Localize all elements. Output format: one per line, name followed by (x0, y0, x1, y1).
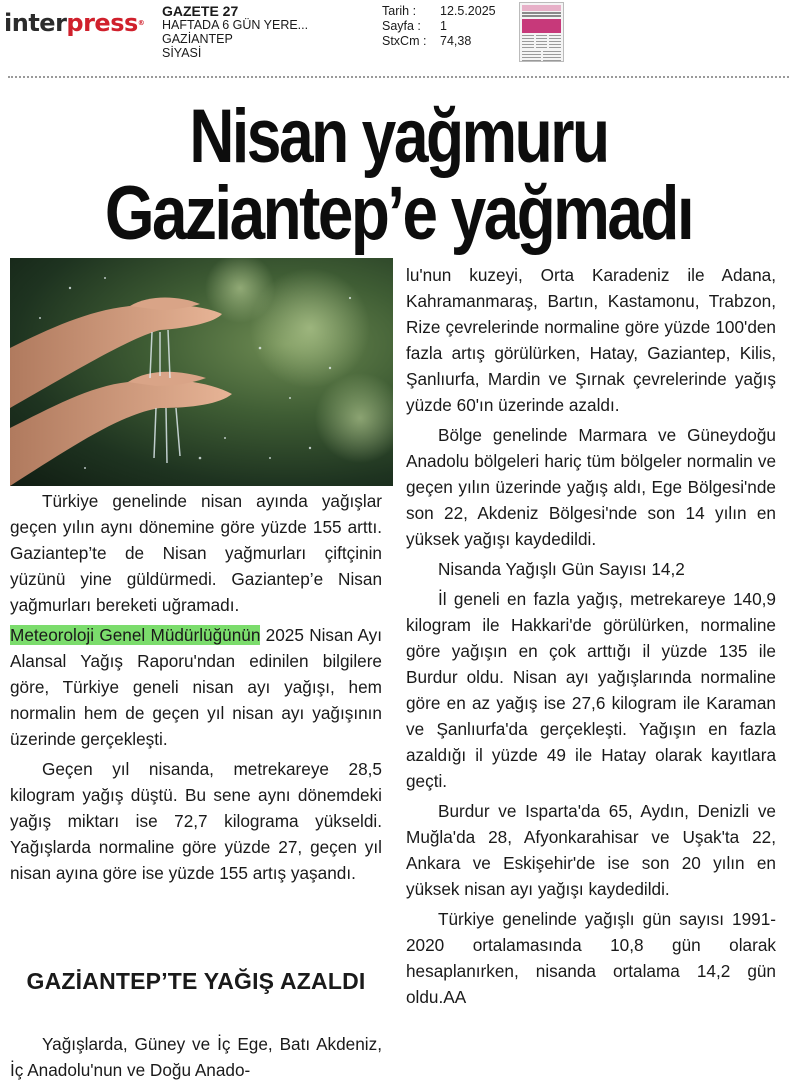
logo-text-press: press (66, 9, 138, 37)
page-thumbnail[interactable] (519, 2, 564, 62)
paragraph: Bölge genelinde Marmara ve Güneydoğu Anadolu bölgeleri hariç tüm bölgeler normalin ve geçen yılın üzerinde yağış aldı, Ege Bölgesi'nde son 22, Akdeniz Bölgesi'nde son 14 yılın en yüksek yağışı kaydedildi. (406, 425, 776, 549)
publication-name: GAZETE 27 (162, 3, 239, 19)
rain-hands-photo (10, 258, 393, 486)
interpress-logo (4, 8, 144, 38)
paragraph: Geçen yıl nisanda, metrekareye 28,5 kilogram yağış düştü. Bu sene aynı dönemdeki yağış miktarı ise 72,7 kilograma yükseldi. Yağışlarda normaline göre yüzde 27, geçen yıl nisan ayına göre ise yüzde 155 artış yaşandı. (10, 759, 382, 883)
paragraph: Türkiye genelinde yağışlı gün sayısı 1991-2020 ortalamasında 10,8 gün olarak hesaplanırken, nisanda ortalama 14,2 gün oldu.AA (406, 909, 776, 1007)
paragraph: Yağışlarda, Güney ve İç Ege, Batı Akdeniz, İç Anadolu'nun ve Doğu Anado- (10, 1034, 382, 1080)
date-label: Tarih : (382, 4, 417, 18)
paragraph: Burdur ve Isparta'da 65, Aydın, Denizli ve Muğla'da 28, Afyonkarahisar ve Uşak'ta 22, Ankara ve Eskişehir'de ise son 20 yılın en yüksek nisan ayı yağışı kaydedildi. (406, 801, 776, 899)
clipping-details (382, 4, 512, 49)
paragraph: İl geneli en fazla yağış, metrekareye 140,9 kilogram ile Hakkari'de görülürken, normaline göre yağışın en çok arttığı il yüzde 135 ile Burdur oldu. Nisan ayı yağışlarında normaline göre en az yağış ise 27,6 kilogram ile Karaman ve Şanlıurfa'da gerçekleşti. Yağışın en fazla azaldığı il yüzde 49 ile Hatay olarak kayıtlara geçti. (406, 589, 776, 791)
date-row (382, 4, 512, 19)
headline-line-1: Nisan yağmuru (189, 94, 608, 179)
header-divider (8, 76, 789, 78)
page-row (382, 19, 512, 34)
date-value: 12.5.2025 (440, 4, 496, 18)
headline-line-2: Gaziantep’e yağmadı (104, 171, 693, 256)
stxcm-row (382, 34, 512, 49)
paragraph (10, 622, 382, 752)
article-right-column (406, 262, 776, 1010)
stxcm-label: StxCm : (382, 34, 427, 48)
paragraph-text: 2025 Nisan Ayı Alansal Yağış Raporu'ndan edinilen bilgilere göre, Türkiye geneli nisan ayı yağışı, hem normalin hem de geçen yıl nisan ayı yağışının üzerinde gerçekleşti. (10, 625, 382, 749)
highlighted-text: Meteoroloji Genel Müdürlüğünün (10, 625, 261, 645)
stxcm-value: 74,38 (440, 34, 472, 48)
publication-info (162, 4, 372, 60)
publication-category: SİYASİ (162, 46, 202, 60)
article-left-column (10, 488, 382, 890)
publication-city: GAZİANTEP (162, 32, 233, 46)
section-heading: Nisanda Yağışlı Gün Sayısı 14,2 (438, 559, 685, 579)
logo-text-inter: inter (4, 9, 67, 37)
publication-frequency: HAFTADA 6 GÜN YERE... (162, 18, 309, 32)
paragraph: Türkiye genelinde nisan ayında yağışlar geçen yılın aynı dönemine göre yüzde 155 arttı. Gaziantep’te de Nisan yağmurları çiftçinin yüzünü yine güldürmedi. Gaziantep’e Nisan yağmurları bereketi uğramadı. (10, 491, 382, 615)
page-value: 1 (440, 19, 447, 33)
paragraph: lu'nun kuzeyi, Orta Karadeniz ile Adana, Kahramanmaraş, Bartın, Kastamonu, Trabzon, Rize çevrelerinde normaline göre yüzde 100'den fazla artış görülürken, Hatay, Gaziantep, Kilis, Şanlıurfa, Mardin ve Şırnak çevrelerinde yağış yüzde 60'ın üzerinde azaldı. (406, 265, 776, 415)
page-label: Sayfa : (382, 19, 421, 33)
article-left-column-bottom (10, 1031, 382, 1082)
subheading: GAZİANTEP’TE YAĞIŞ AZALDI (26, 968, 366, 994)
registered-mark: ® (137, 19, 145, 27)
